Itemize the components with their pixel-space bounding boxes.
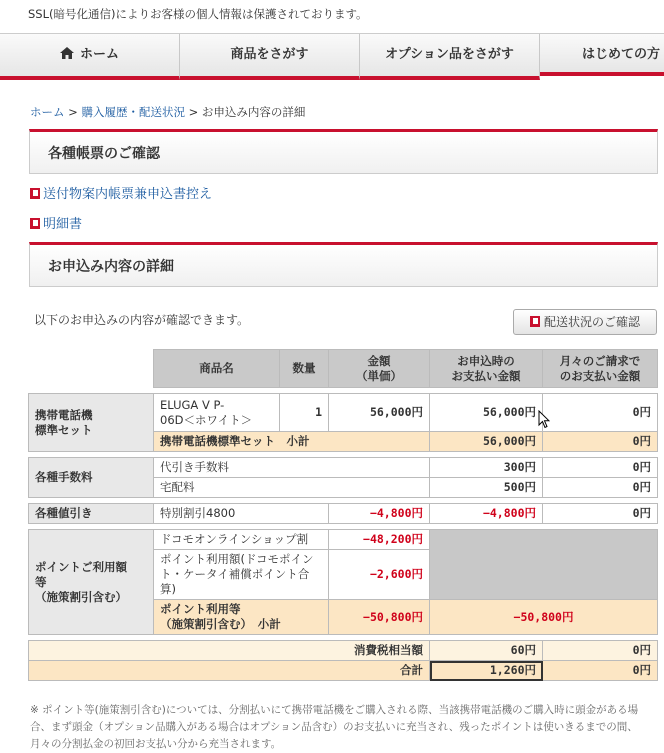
- points-blank-area: [430, 530, 658, 600]
- breadcrumb: [30, 104, 305, 120]
- fee-pay-now: 300円: [430, 458, 543, 478]
- table-row: [29, 458, 658, 478]
- point-item-name: ポイント利用額(ドコモポイント・ケータイ補償ポイント合算): [154, 550, 329, 600]
- phone-subtotal-monthly: 0円: [543, 432, 658, 452]
- category-fees: 各種手数料: [29, 458, 154, 498]
- breadcrumb-history[interactable]: 購入履歴・配送状況: [81, 105, 185, 119]
- global-nav: [0, 33, 664, 80]
- order-detail-table: [28, 349, 658, 681]
- discount-name: 特別割引4800: [154, 504, 329, 524]
- product-qty: 1: [280, 394, 329, 432]
- intro-text: 以下のお申込みの内容が確認できます。: [34, 313, 250, 327]
- points-subtotal-label: ポイント利用等 （施策割引含む） 小計: [154, 600, 329, 635]
- table-row: [29, 661, 658, 681]
- discount-amount: −4,800円: [329, 504, 430, 524]
- breadcrumb-home[interactable]: ホーム: [30, 105, 65, 119]
- phone-subtotal-pay-now: 56,000円: [430, 432, 543, 452]
- product-pay-now: 56,000円: [430, 394, 543, 432]
- phone-subtotal-label: 携帯電話機標準セット 小計: [154, 432, 430, 452]
- breadcrumb-separator: >: [68, 105, 78, 119]
- home-icon: [60, 47, 74, 59]
- header-qty: 数量: [280, 350, 329, 388]
- nav-search-options[interactable]: [360, 34, 540, 80]
- section-documents-title: 各種帳票のご確認: [48, 146, 160, 162]
- category-discounts: 各種値引き: [29, 504, 154, 524]
- product-amount: 56,000円: [329, 394, 430, 432]
- fee-name: 代引き手数料: [154, 458, 430, 478]
- nav-search-products[interactable]: [180, 34, 360, 80]
- delivery-status-button[interactable]: [513, 309, 657, 335]
- document-icon: [30, 188, 40, 199]
- table-header-blank: [29, 350, 154, 388]
- points-subtotal-pay-now: −50,800円: [430, 600, 658, 635]
- breadcrumb-current: お申込み内容の詳細: [201, 105, 306, 119]
- doc-link-statement[interactable]: [30, 213, 82, 232]
- section-details-title: お申込み内容の詳細: [48, 259, 174, 275]
- header-monthly: 月々のご請求で のお支払い金額: [543, 350, 658, 388]
- fee-name: 宅配料: [154, 478, 430, 498]
- table-row: [29, 641, 658, 661]
- discount-monthly: 0円: [543, 504, 658, 524]
- total-label: 合計: [29, 661, 430, 681]
- ssl-notice: SSL(暗号化通信)によりお客様の個人情報は保護されております。: [28, 7, 368, 21]
- fee-monthly: 0円: [543, 458, 658, 478]
- total-monthly: 0円: [543, 661, 658, 681]
- category-points: ポイントご利用額 等 （施策割引含む）: [29, 530, 154, 635]
- fee-pay-now: 500円: [430, 478, 543, 498]
- nav-first-time[interactable]: [540, 34, 664, 76]
- tax-monthly: 0円: [543, 641, 658, 661]
- table-row: [29, 504, 658, 524]
- discount-pay-now: −4,800円: [430, 504, 543, 524]
- nav-home[interactable]: [0, 34, 180, 80]
- section-documents: [29, 129, 658, 174]
- header-amount: 金額 （単価）: [329, 350, 430, 388]
- doc-link-receipt[interactable]: [30, 183, 212, 202]
- tax-label: 消費税相当額: [29, 641, 430, 661]
- point-item-name: ドコモオンラインショップ割: [154, 530, 329, 550]
- nav-search-products-label: 商品をさがす: [230, 47, 309, 62]
- doc-link-receipt-label: 送付物案内帳票兼申込書控え: [43, 187, 213, 202]
- footnote: ※ ポイント等(施策割引含む)については、分割払いにて携帯電話機をご購入される際、当該携帯電話機のご購入時に頭金がある場合、まず頭金（オプション品購入がある場合はオプション品含む）のお支払いに充当され、残ったポイントは使いきるまでの間、月々の分割払金の初回お支払い分から充当されます。: [30, 704, 639, 750]
- point-item-amount: −2,600円: [329, 550, 430, 600]
- point-item-amount: −48,200円: [329, 530, 430, 550]
- tax-pay-now: 60円: [430, 641, 543, 661]
- fee-monthly: 0円: [543, 478, 658, 498]
- document-icon: [530, 316, 540, 327]
- document-icon: [30, 218, 40, 229]
- table-header-row: [29, 350, 658, 388]
- section-details: [29, 242, 658, 287]
- doc-link-statement-label: 明細書: [43, 217, 83, 232]
- category-phone: 携帯電話機 標準セット: [29, 394, 154, 452]
- nav-home-label: ホーム: [79, 47, 119, 62]
- header-pay-now: お申込時の お支払い金額: [430, 350, 543, 388]
- table-row: [29, 394, 658, 432]
- mouse-cursor-icon: [538, 410, 550, 429]
- nav-search-options-label: オプション品をさがす: [385, 47, 514, 62]
- points-subtotal-amount: −50,800円: [329, 600, 430, 635]
- header-product: 商品名: [154, 350, 280, 388]
- table-row: [29, 530, 658, 550]
- delivery-status-button-label: 配送状況のご確認: [543, 315, 640, 329]
- product-monthly: 0円: [543, 394, 658, 432]
- total-pay-now: 1,260円: [430, 661, 543, 681]
- product-name: ELUGA V P- 06D＜ホワイト＞: [154, 394, 280, 432]
- nav-first-time-label: はじめての方: [582, 47, 661, 62]
- breadcrumb-separator: >: [188, 105, 199, 119]
